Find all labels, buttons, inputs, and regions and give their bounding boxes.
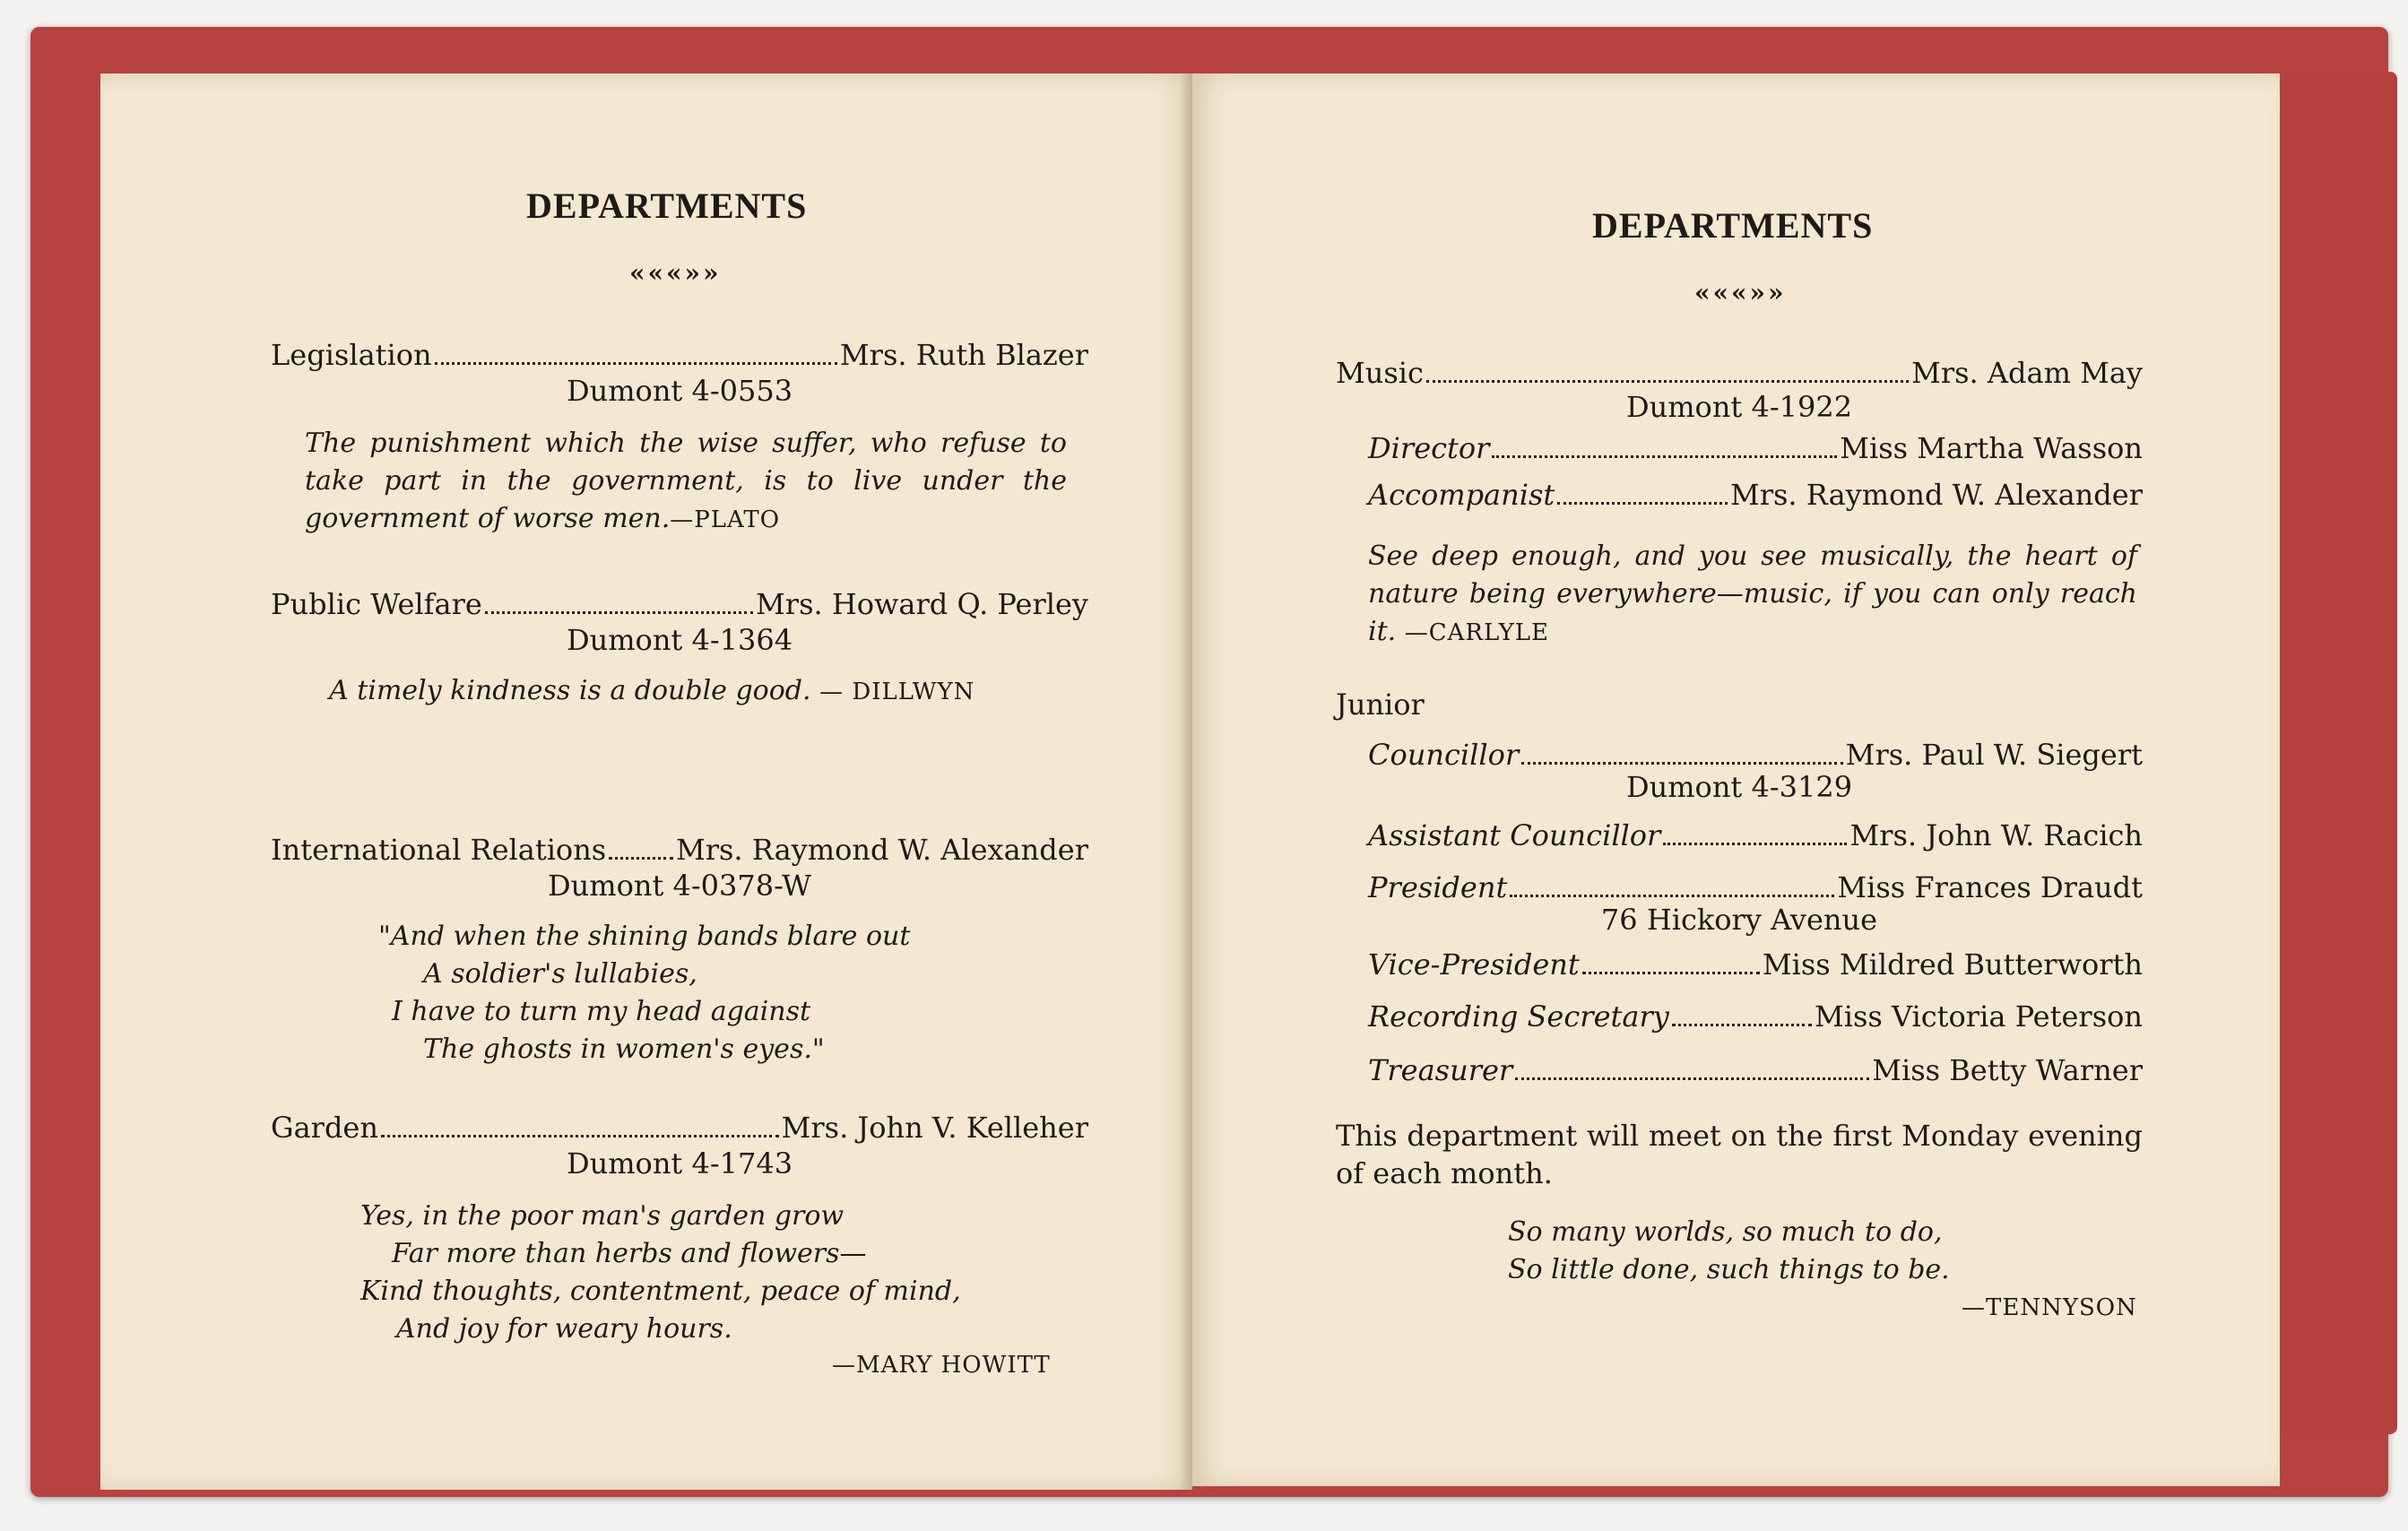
role-title: Councillor xyxy=(1368,738,1520,772)
role-entry-director xyxy=(1368,430,2143,466)
phone-number: Dumont 4-0553 xyxy=(566,374,793,408)
verse-line: So many worlds, so much to do, xyxy=(1508,1216,1943,1248)
leader-dots xyxy=(435,362,837,365)
quote xyxy=(329,672,1091,711)
book-cover-edge xyxy=(2277,72,2397,1434)
phone-number: Dumont 4-1364 xyxy=(566,623,793,657)
quote-text: See deep enough, and you see musically, the heart of nature being everywhere—music, if you can only reach it. xyxy=(1368,541,2137,647)
department-entry-legislation xyxy=(271,337,1088,373)
ornament: «««»» xyxy=(629,258,722,288)
verse-author: —TENNYSON xyxy=(1962,1294,2137,1321)
department-chair: Mrs. John V. Kelleher xyxy=(781,1111,1088,1145)
role-entry-vice-president xyxy=(1368,947,2143,982)
verse-line: So little done, such things to be. xyxy=(1508,1254,1950,1285)
verse-line: A soldier's lullabies, xyxy=(423,958,697,990)
role-entry-councillor xyxy=(1368,737,2143,773)
leader-dots xyxy=(1557,502,1728,505)
verse-line: Far more than herbs and flowers— xyxy=(392,1238,867,1269)
role-title: Vice-President xyxy=(1368,947,1580,982)
leader-dots xyxy=(1672,1024,1812,1026)
verse-line: The ghosts in women's eyes." xyxy=(423,1034,825,1065)
role-title: Director xyxy=(1368,431,1490,465)
quote xyxy=(305,425,1067,539)
role-title: Assistant Councillor xyxy=(1368,818,1661,852)
leader-dots xyxy=(1515,1077,1869,1080)
verse-author: —MARY HOWITT xyxy=(832,1352,1051,1379)
verse-line: I have to turn my head against xyxy=(392,996,811,1027)
role-title: President xyxy=(1368,870,1508,904)
leader-dots xyxy=(1426,380,1909,383)
address: 76 Hickory Avenue xyxy=(1600,903,1878,937)
role-person: Miss Victoria Peterson xyxy=(1814,999,2143,1034)
quote-text: The punishment which the wise suffer, who refuse to take part in the government, is to live under the government of worse men. xyxy=(305,428,1067,534)
leader-dots xyxy=(381,1135,779,1137)
leader-dots xyxy=(1663,843,1847,845)
verse-line: Yes, in the poor man's garden grow xyxy=(360,1200,845,1232)
leader-dots xyxy=(1521,762,1843,765)
role-entry-recording-secretary xyxy=(1368,999,2143,1034)
role-person: Miss Mildred Butterworth xyxy=(1762,947,2143,982)
role-person: Miss Martha Wasson xyxy=(1840,431,2143,465)
leader-dots xyxy=(1492,455,1837,458)
quote-author: —CARLYLE xyxy=(1404,619,1549,646)
role-entry-president xyxy=(1368,869,2143,905)
department-chair: Mrs. Ruth Blazer xyxy=(839,338,1088,372)
verse-line: "And when the shining bands blare out xyxy=(378,921,911,952)
department-name: International Relations xyxy=(271,833,607,867)
role-person: Miss Frances Draudt xyxy=(1837,870,2143,904)
department-name: Public Welfare xyxy=(271,587,482,621)
right-page xyxy=(1192,74,2280,1486)
department-name: Legislation xyxy=(271,338,432,372)
department-entry-garden xyxy=(271,1110,1088,1146)
leader-dots xyxy=(1510,895,1834,897)
phone-number: Dumont 4-0378-W xyxy=(547,869,812,903)
department-entry-public-welfare xyxy=(271,586,1088,622)
phone-number: Dumont 4-3129 xyxy=(1625,770,1853,804)
role-title: Recording Secretary xyxy=(1368,999,1669,1034)
role-entry-assistant-councillor xyxy=(1368,817,2143,853)
role-entry-treasurer xyxy=(1368,1052,2143,1088)
leader-dots xyxy=(485,611,753,614)
department-chair: Mrs. Adam May xyxy=(1911,356,2143,390)
department-chair: Mrs. Howard Q. Perley xyxy=(756,587,1088,621)
department-name: Music xyxy=(1336,356,1424,390)
role-person: Mrs. John W. Racich xyxy=(1849,818,2143,852)
department-chair: Mrs. Raymond W. Alexander xyxy=(675,833,1088,867)
quote-author: — DILLWYN xyxy=(819,679,975,705)
left-page xyxy=(100,74,1192,1490)
role-entry-accompanist xyxy=(1368,477,2143,513)
verse-line: And joy for weary hours. xyxy=(396,1313,732,1345)
page-heading: DEPARTMENTS xyxy=(1592,205,1874,246)
page-heading: DEPARTMENTS xyxy=(526,186,808,226)
role-person: Mrs. Paul W. Siegert xyxy=(1845,738,2143,772)
phone-number: Dumont 4-1743 xyxy=(566,1146,793,1181)
meeting-note: This department will meet on the first Monday evening of each month. xyxy=(1336,1119,2143,1190)
junior-label: Junior xyxy=(1336,688,1425,722)
phone-number: Dumont 4-1922 xyxy=(1625,390,1853,424)
role-person: Mrs. Raymond W. Alexander xyxy=(1729,478,2143,512)
role-title: Treasurer xyxy=(1368,1053,1513,1087)
quote-author: —PLATO xyxy=(670,506,781,533)
role-person: Miss Betty Warner xyxy=(1872,1053,2143,1087)
department-entry-music xyxy=(1336,355,2143,391)
quote xyxy=(1368,538,2137,652)
department-name: Garden xyxy=(271,1111,378,1145)
ornament: «««»» xyxy=(1694,278,1787,307)
leader-dots xyxy=(609,857,673,860)
quote-text: A timely kindness is a double good. xyxy=(329,675,811,706)
verse-line: Kind thoughts, contentment, peace of mind, xyxy=(360,1276,961,1307)
department-entry-international-relations xyxy=(271,832,1088,868)
leader-dots xyxy=(1582,972,1760,974)
role-title: Accompanist xyxy=(1368,478,1555,512)
